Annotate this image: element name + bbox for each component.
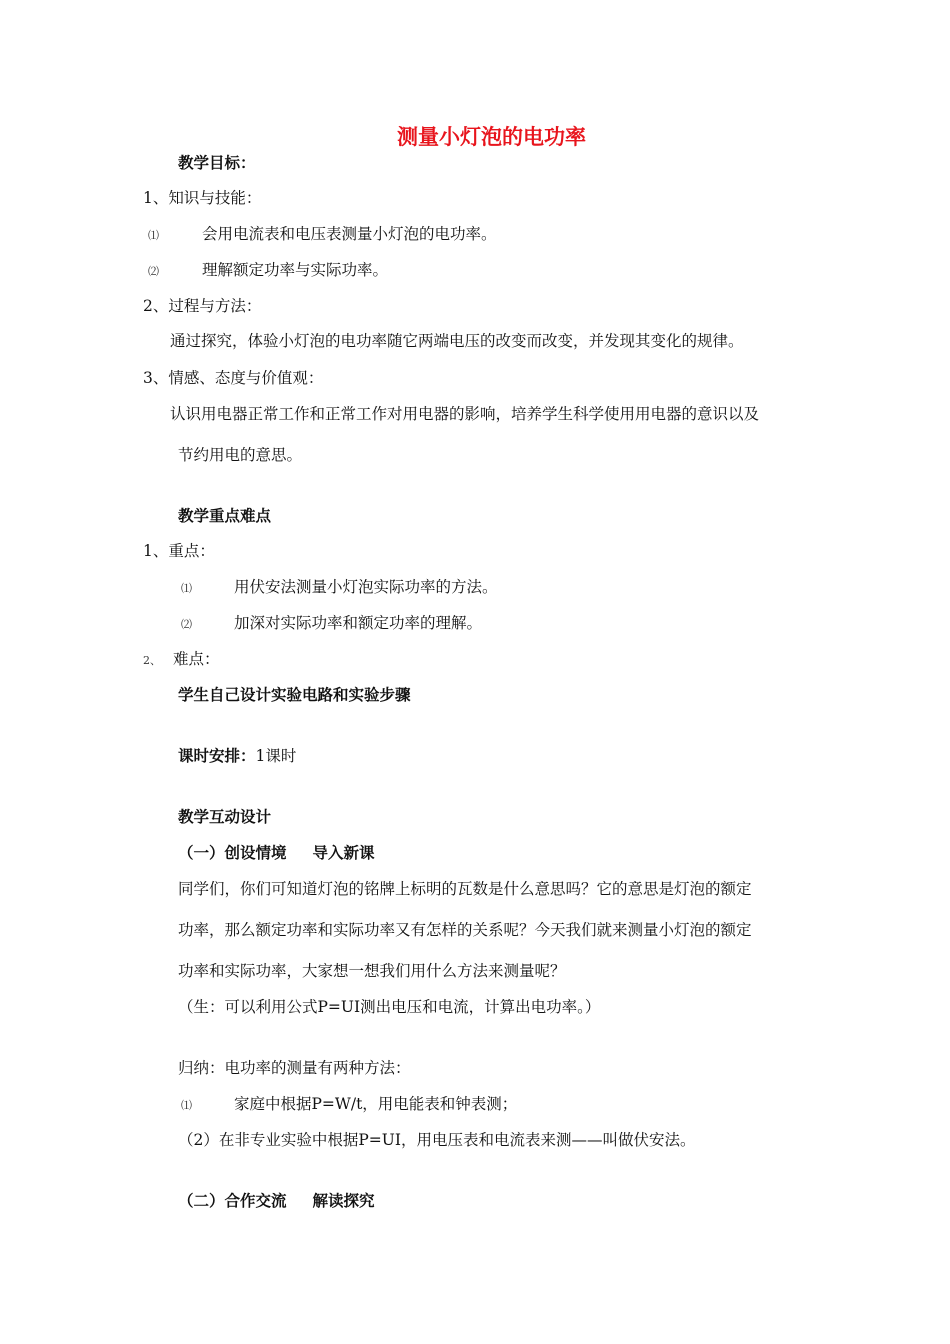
goals-item-1 [148,224,497,246]
page-title: 测量小灯泡的电功率 [397,125,586,149]
item-marker: ⑵ [181,618,192,631]
item-text: 会用电流表和电压表测量小灯泡的电功率。 [202,225,497,243]
goals-section-2-label: 2、过程与方法： [143,297,262,315]
item-text: 理解额定功率与实际功率。 [202,261,389,279]
goals-section-3-label: 3、情感、态度与价值观： [143,369,324,387]
method-1-text: 家庭中根据P=W/t，用电能表和钟表测； [234,1095,518,1113]
goals-section-3-line-1: 认识用电器正常工作和正常工作对用电器的影响，培养学生科学使用用电器的意识以及 [170,405,760,423]
difficulty-label [143,649,220,671]
goals-section-1-label: 1、知识与技能： [143,189,262,207]
goals-section-2-text: 通过探究，体验小灯泡的电功率随它两端电压的改变而改变，并发现其变化的规律。 [170,332,744,350]
difficulty-text: 难点： [173,650,220,668]
part-2-title-a: （二）合作交流 [178,1192,287,1210]
item-marker: ⑴ [148,229,159,242]
difficulty-content: 学生自己设计实验电路和实验步骤 [178,686,411,704]
part-1-paragraph-line-3: 功率和实际功率，大家想一想我们用什么方法来测量呢？ [178,962,566,980]
item-marker: ⑴ [181,582,192,595]
goals-section-3-line-2: 节约用电的意思。 [178,446,303,464]
item-text: 加深对实际功率和额定功率的理解。 [234,614,483,632]
part-1-paragraph-line-1: 同学们，你们可知道灯泡的铭牌上标明的瓦数是什么意思吗？它的意思是灯泡的额定 [178,880,752,898]
method-1 [181,1094,518,1116]
schedule-value: 1课时 [255,747,297,765]
part-1-paragraph-line-2: 功率，那么额定功率和实际功率又有怎样的关系呢？今天我们就来测量小灯泡的额定 [178,921,752,939]
goals-item-2 [148,260,389,282]
schedule-label: 课时安排： [178,747,256,765]
part-1-heading [178,843,375,863]
item-marker: ⑴ [181,1099,192,1112]
key-point-1-label: 1、重点： [143,542,215,560]
part-1-title-b: 导入新课 [312,844,375,862]
part-1-title-a: （一）创设情境 [178,844,287,862]
goals-heading: 教学目标： [178,154,256,172]
part-2-heading [178,1191,375,1211]
key-point-item-1 [181,577,498,599]
method-2: （2）在非专业实验中根据P=UI，用电压表和电流表来测——叫做伏安法。 [178,1131,696,1149]
item-text: 用伏安法测量小灯泡实际功率的方法。 [234,578,498,596]
part-2-title-b: 解读探究 [312,1192,375,1210]
difficulty-number: 2、 [143,654,161,667]
summary-text: 归纳：电功率的测量有两种方法： [178,1059,411,1077]
item-marker: ⑵ [148,265,159,278]
design-heading: 教学互动设计 [178,808,272,826]
key-points-heading: 教学重点难点 [178,507,272,525]
key-point-item-2 [181,613,483,635]
schedule [178,746,296,766]
student-response: （生：可以利用公式P=UI测出电压和电流，计算出电功率。） [178,998,601,1016]
